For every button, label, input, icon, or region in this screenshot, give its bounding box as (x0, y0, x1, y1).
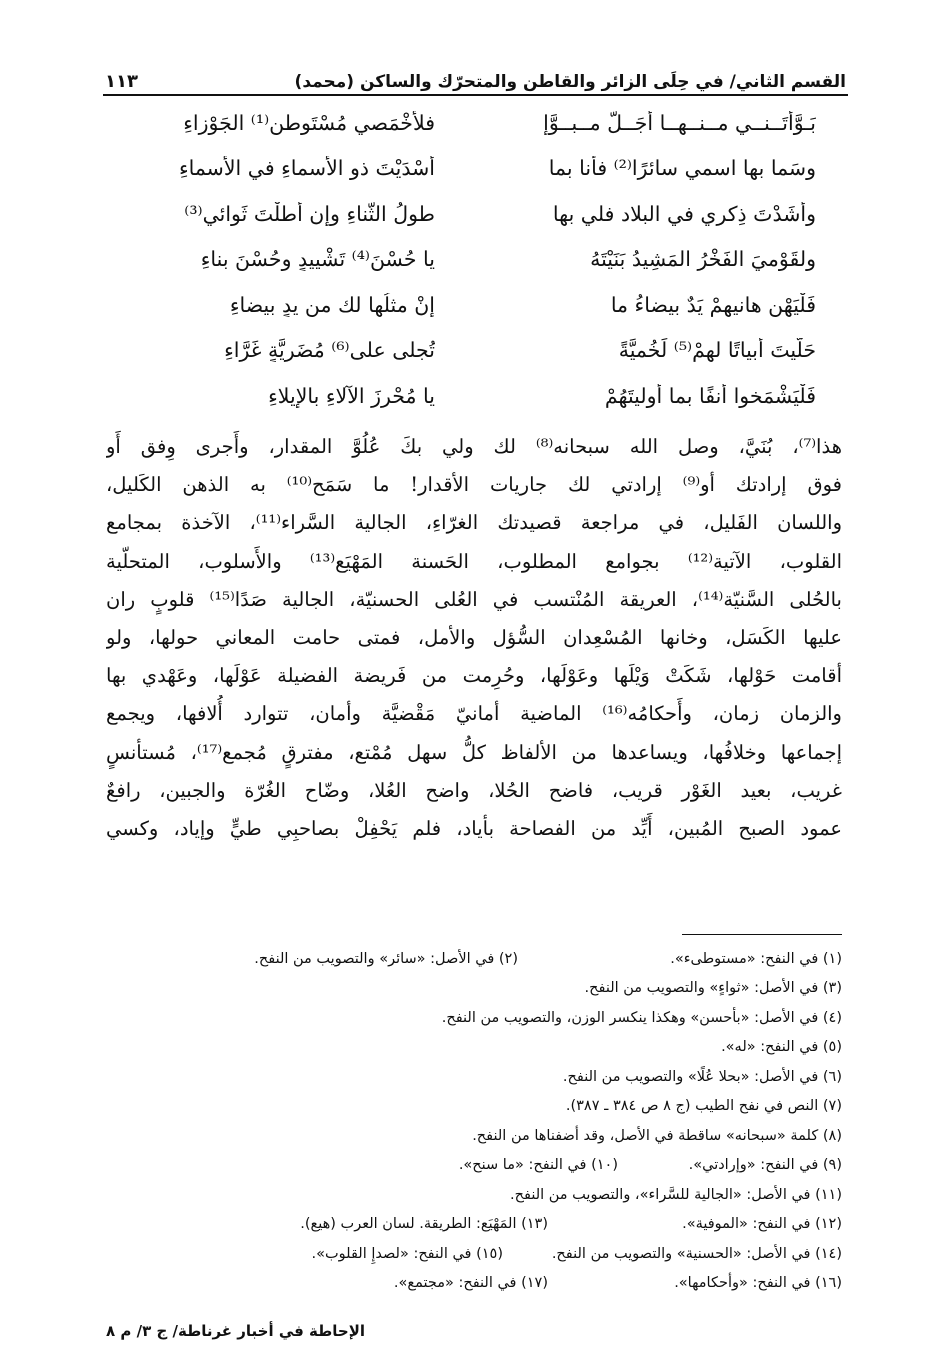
footnote-row (106, 1180, 842, 1210)
footnotes (106, 944, 842, 1298)
footnote: (٥) في النفح: «له». (721, 1039, 842, 1056)
footnote: (٦) في الأصل: «بحلا عُلًا» والتصويب من النفح. (562, 1068, 842, 1085)
prose-line: إجماعها وخلافُها، ويساعدها من الألفاظ كلُّ سهل مُمْتع، مفترقٍ مُجمع⁽¹⁷⁾، مُستأنسٍ (106, 740, 842, 764)
footnote: (١٢) في النفح: «الموفية». (682, 1216, 842, 1233)
verse-first-hemistich: فَلْيَشْمَخوا أنفًا بما أوليتَهُمْ (604, 383, 816, 408)
prose-line: واللسان الفَليل، في مراجعة قصيدتك الغرّاءِ، الجالية السَّراء⁽¹¹⁾، الآخذة بمجامع (106, 511, 842, 535)
prose-line: هذا⁽⁷⁾، بُنَيَّ، وصل الله سبحانه⁽⁸⁾ لك ولي بكَ عُلُوَّ المقدار، وأَجرى وِفق أَو (106, 435, 842, 458)
poem-verse (140, 191, 816, 237)
verse-first-hemistich: ولقَوْميَ الفَخْرُ المَشِيدُ بَنَيْتَهُ (590, 247, 816, 272)
prose-line: فوق إرادتك أو⁽⁹⁾ إرادتي لك جاريات الأقدار! ما سَمَح⁽¹⁰⁾ به الذهن الكَليل، (106, 473, 842, 497)
book-footer: الإحاطة في أخبار غرناطة/ ج ٣/ م ٨ (106, 1322, 366, 1340)
prose-line: بالحُلى السَّنيّة⁽¹⁴⁾، العريقة المُنْتسب في العُلى الحسنيّة، الجالية صَدًا⁽¹⁵⁾ قلوبٍ ران (106, 587, 842, 611)
poem-verse (140, 282, 816, 328)
verse-second-hemistich: إنْ مثلُها لك من يدٍ بيضاءِ (229, 292, 435, 317)
footnote-row (106, 1151, 842, 1181)
page-number: ١١٣ (105, 71, 138, 92)
verse-second-hemistich: تُجلى على⁽⁶⁾ مُضَريَّةٍ غَرَّاءِ (224, 338, 435, 363)
footnote-row (106, 1033, 842, 1063)
footnote: (١٧) في النفح: «مجتمع». (393, 1275, 548, 1292)
footnote-row (106, 1121, 842, 1151)
footnote: (٨) كلمة «سبحانه» ساقطة في الأصل، وقد أضفناها من النفح. (472, 1127, 842, 1144)
footnote: (٣) في الأصل: «ثواءٍ» والتصويب من النفح. (584, 980, 842, 997)
footnote: (١١) في الأصل: «الجالية للسَّراء»، والتصويب من النفح. (510, 1186, 842, 1203)
header-rule (103, 94, 848, 96)
footnote: (١٦) في النفح: «وأحكامها». (674, 1275, 842, 1292)
poem-verse (140, 328, 816, 374)
verse-second-hemistich: أَسْدَيْتَ ذو الأَسماءِ في الأَسماءِ (178, 156, 435, 181)
verse-second-hemistich: طولُ الثَّناءِ وإِن أَطلْتَ ثَوائي⁽³⁾ (184, 201, 435, 226)
prose-line: والزمان زمان، وأَحكامُه⁽¹⁶⁾ الماضية أمانيّ مَقْضيَّة وأمان، تتوارد أُلافها، ويجمع (106, 702, 842, 726)
footnote: (٢) في الأصل: «سائر» والتصويب من النفح. (254, 950, 518, 967)
verse-first-hemistich: فَلْيَهْنِ هانيهِمْ يَدٌ بيضاءُ ما (610, 292, 816, 317)
footnote: (١٣) المَهْيَع: الطريقة. لسان العرب (هيع). (300, 1216, 548, 1233)
verse-second-hemistich: يا مُحْرِزَ الآلاءِ بالإيلاءِ (268, 383, 435, 408)
footnote-row (106, 1003, 842, 1033)
footnote: (٩) في النفح: «وإرادتي». (688, 1157, 842, 1174)
footnote: (٧) النص في نفح الطيب (ج ٨ ص ٣٨٤ ـ ٣٨٧). (565, 1098, 842, 1115)
poem-verse (140, 146, 816, 192)
page-header (105, 52, 846, 92)
poem (140, 100, 816, 419)
poem-verse (140, 237, 816, 283)
verse-first-hemistich: وسَما بها اسمي سائرًا⁽²⁾ فأَنا بما (548, 156, 816, 181)
footnote-row (106, 1210, 842, 1240)
prose-line: أقامت حَوْلها، شَكَتْ وَيْلَها وعَوْلَها، وحُرِمت من فَريضة الفضيلة عَوْلَها، وعَهْدي بها (106, 664, 842, 688)
prose-paragraph (106, 428, 842, 848)
footnote: (١) في النفح: «مستوطىء». (670, 950, 842, 967)
footnote-row (106, 1092, 842, 1122)
prose-line: عمود الصبح المُبين، أَيِّد من الفصاحة بأياد، فلم يَحْفِلْ بصاحبِي طيٍّ وإياد، وكسي (106, 816, 842, 840)
verse-second-hemistich: فلأَخْمَصي مُسْتَوطن⁽¹⁾ الجَوْزاءِ (183, 110, 435, 135)
footnote: (١٥) في النفح: «لصدإِ القلوب». (311, 1245, 503, 1262)
footnote: (١٤) في الأصل: «الحسنية» والتصويب من النفح. (551, 1245, 842, 1262)
footnote: (١٠) في النفح: «ما سنح». (458, 1157, 618, 1174)
verse-second-hemistich: يا حُسْنَ⁽⁴⁾ تَشْييدٍ وحُسْنَ بناءِ (200, 247, 435, 272)
prose-line: عليها الكَسَل، وخانها المُسْعِدان السُّؤل والأمل، فمتى حامت المعاني حولها، ولو (106, 625, 842, 649)
running-title: القسم الثاني/ في حِلَى الزائر والقاطن والمتحرّك والساكن (محمد) (294, 72, 846, 92)
footnote: (٤) في الأصل: «بأحسن» وهكذا ينكسر الوزن، والتصويب من النفح. (441, 1009, 842, 1026)
footnote-row (106, 1062, 842, 1092)
verse-first-hemistich: وأَشَدْتَ ذِكري في البلاد فلي بها (552, 201, 816, 226)
prose-line: غريب، بعيد الغَوْر قريب، فاضح الحُلا، واضح العُلا، وضّاح الغُرّة والجبين، رافعٌ (106, 778, 842, 802)
footnote-row (106, 1269, 842, 1299)
footnote-row (106, 1239, 842, 1269)
footnote-separator (682, 934, 842, 935)
poem-verse (140, 100, 816, 146)
verse-first-hemistich: حَلَّيتَ أَبياتًا لهمْ⁽⁵⁾ لَخُميَّةً (618, 338, 816, 363)
footnote-row (106, 944, 842, 974)
verse-first-hemistich: بَـوَّأتَــنــي مــنــهــا أَجَــلَّ مــبــوَّإٍ (543, 110, 816, 135)
prose-line: القلوب، الآتية⁽¹²⁾ بجوامع المطلوب، الحَسنة المَهْيَع⁽¹³⁾ والأَسلوب، المتحلّية (106, 549, 842, 573)
poem-verse (140, 373, 816, 419)
footnote-row (106, 974, 842, 1004)
